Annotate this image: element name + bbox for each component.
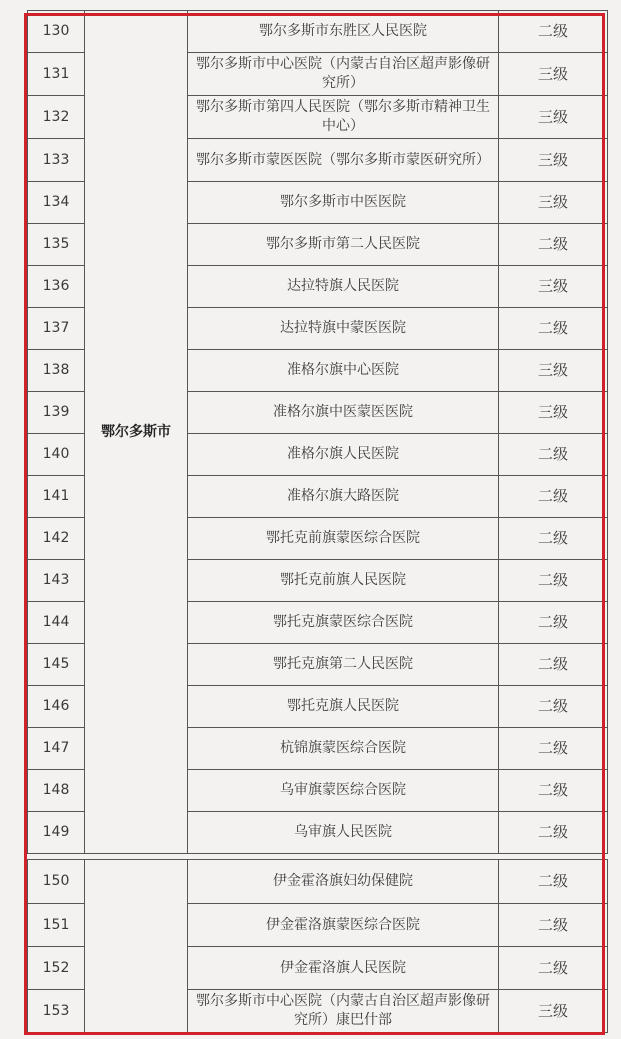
hospital-name: 杭锦旗蒙医综合医院 <box>188 728 499 770</box>
hospital-grade: 三级 <box>499 392 608 434</box>
row-number: 138 <box>28 350 85 392</box>
hospital-grade: 二级 <box>499 947 608 990</box>
row-number: 139 <box>28 392 85 434</box>
hospital-grade: 二级 <box>499 904 608 947</box>
hospital-name: 伊金霍洛旗蒙医综合医院 <box>188 904 499 947</box>
row-number: 149 <box>28 812 85 854</box>
row-number: 148 <box>28 770 85 812</box>
table-body-group2 <box>28 860 608 1033</box>
table-body-group1 <box>28 11 608 854</box>
hospital-name: 准格尔旗人民医院 <box>188 434 499 476</box>
hospital-name: 伊金霍洛旗妇幼保健院 <box>188 860 499 904</box>
hospital-name: 鄂托克旗人民医院 <box>188 686 499 728</box>
hospital-grade: 二级 <box>499 476 608 518</box>
hospital-grade: 三级 <box>499 350 608 392</box>
row-number: 134 <box>28 182 85 224</box>
hospital-grade: 二级 <box>499 860 608 904</box>
hospital-name: 鄂托克旗蒙医综合医院 <box>188 602 499 644</box>
hospital-grade: 二级 <box>499 644 608 686</box>
hospital-grade: 二级 <box>499 434 608 476</box>
hospital-name: 准格尔旗中心医院 <box>188 350 499 392</box>
hospital-name: 准格尔旗大路医院 <box>188 476 499 518</box>
hospital-grade: 二级 <box>499 812 608 854</box>
hospital-name: 达拉特旗人民医院 <box>188 266 499 308</box>
city-cell <box>85 860 188 1033</box>
row-number: 151 <box>28 904 85 947</box>
hospital-name: 鄂尔多斯市蒙医医院（鄂尔多斯市蒙医研究所） <box>188 139 499 182</box>
hospital-name: 鄂托克旗第二人民医院 <box>188 644 499 686</box>
hospital-grade: 三级 <box>499 266 608 308</box>
row-number: 153 <box>28 990 85 1033</box>
city-cell: 鄂尔多斯市 <box>85 11 188 854</box>
row-number: 141 <box>28 476 85 518</box>
row-number: 133 <box>28 139 85 182</box>
row-number: 140 <box>28 434 85 476</box>
row-number: 132 <box>28 96 85 139</box>
hospital-name: 伊金霍洛旗人民医院 <box>188 947 499 990</box>
hospital-name: 乌审旗蒙医综合医院 <box>188 770 499 812</box>
row-number: 143 <box>28 560 85 602</box>
row-number: 152 <box>28 947 85 990</box>
hospital-table <box>27 10 608 1033</box>
hospital-name: 乌审旗人民医院 <box>188 812 499 854</box>
row-number: 145 <box>28 644 85 686</box>
hospital-grade: 二级 <box>499 308 608 350</box>
row-number: 150 <box>28 860 85 904</box>
hospital-grade: 二级 <box>499 560 608 602</box>
hospital-name: 鄂托克前旗人民医院 <box>188 560 499 602</box>
row-number: 144 <box>28 602 85 644</box>
hospital-name: 鄂尔多斯市中心医院（内蒙古自治区超声影像研究所） <box>188 53 499 96</box>
hospital-grade: 二级 <box>499 728 608 770</box>
hospital-name: 鄂托克前旗蒙医综合医院 <box>188 518 499 560</box>
hospital-grade: 二级 <box>499 224 608 266</box>
row-number: 131 <box>28 53 85 96</box>
hospital-grade: 二级 <box>499 770 608 812</box>
row-number: 137 <box>28 308 85 350</box>
hospital-grade: 三级 <box>499 96 608 139</box>
hospital-grade: 二级 <box>499 686 608 728</box>
hospital-name: 鄂尔多斯市中医医院 <box>188 182 499 224</box>
row-number: 136 <box>28 266 85 308</box>
hospital-grade: 三级 <box>499 182 608 224</box>
hospital-grade: 二级 <box>499 602 608 644</box>
table-row <box>28 860 608 904</box>
hospital-name: 鄂尔多斯市第二人民医院 <box>188 224 499 266</box>
row-number: 147 <box>28 728 85 770</box>
hospital-name: 达拉特旗中蒙医医院 <box>188 308 499 350</box>
hospital-grade: 三级 <box>499 139 608 182</box>
row-number: 146 <box>28 686 85 728</box>
hospital-name: 鄂尔多斯市东胜区人民医院 <box>188 11 499 53</box>
hospital-grade: 三级 <box>499 990 608 1033</box>
hospital-grade: 二级 <box>499 11 608 53</box>
table-row <box>28 11 608 53</box>
row-number: 130 <box>28 11 85 53</box>
hospital-grade: 三级 <box>499 53 608 96</box>
hospital-name: 鄂尔多斯市第四人民医院（鄂尔多斯市精神卫生中心） <box>188 96 499 139</box>
hospital-name: 鄂尔多斯市中心医院（内蒙古自治区超声影像研究所）康巴什部 <box>188 990 499 1033</box>
row-number: 142 <box>28 518 85 560</box>
row-number: 135 <box>28 224 85 266</box>
hospital-name: 准格尔旗中医蒙医医院 <box>188 392 499 434</box>
hospital-grade: 二级 <box>499 518 608 560</box>
